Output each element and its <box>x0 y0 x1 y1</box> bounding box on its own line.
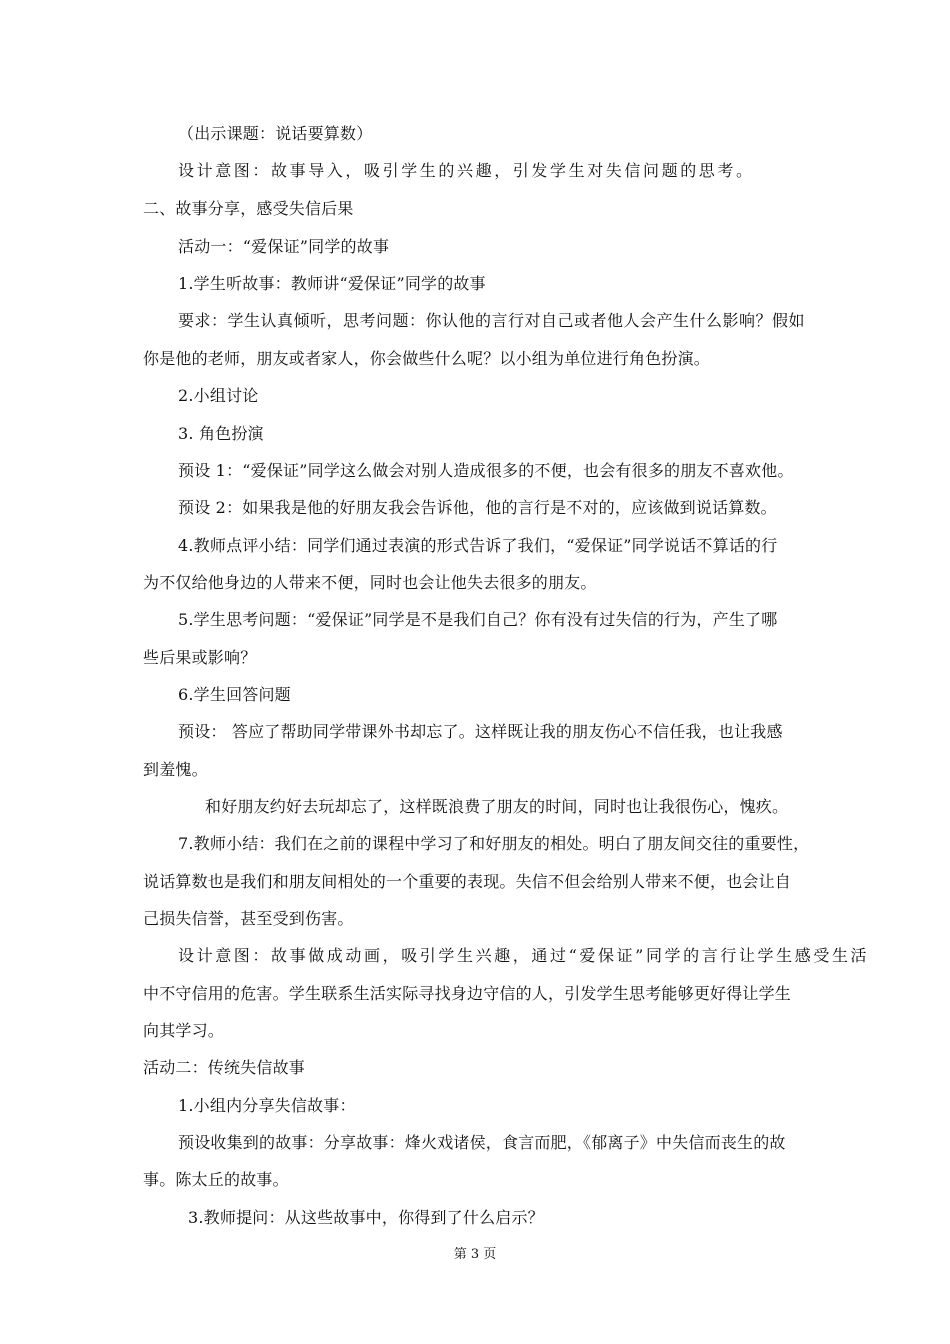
text-line: 些后果或影响？ <box>143 648 257 667</box>
text-line: 事。陈太丘的故事。 <box>143 1170 289 1189</box>
section-heading: 二、故事分享，感受失信后果 <box>143 199 354 218</box>
text-line: 3. 角色扮演 <box>178 424 264 443</box>
text-line: 预设 1：“爱保证”同学这么做会对别人造成很多的不便，也会有很多的朋友不喜欢他。 <box>178 461 794 480</box>
text-line: 要求：学生认真倾听，思考问题：你认他的言行对自己或者他人会产生什么影响？假如 <box>178 311 806 330</box>
text-line: 到羞愧。 <box>143 760 208 779</box>
text-line: 己损失信誉，甚至受到伤害。 <box>143 909 354 928</box>
activity-heading: 活动二：传统失信故事 <box>143 1058 306 1077</box>
text-line: 设计意图：故事导入，吸引学生的兴趣，引发学生对失信问题的思考。 <box>178 161 755 180</box>
text-line: 你是他的老师，朋友或者家人，你会做些什么呢？以小组为单位进行角色扮演。 <box>143 349 711 368</box>
text-line: 4.教师点评小结：同学们通过表演的形式告诉了我们，“爱保证”同学说话不算话的行 <box>178 536 778 555</box>
text-line: 预设 2：如果我是他的好朋友我会告诉他，他的言行是不对的，应该做到说话算数。 <box>178 498 777 517</box>
text-line: 1.小组内分享失信故事： <box>178 1096 356 1115</box>
text-line: 2.小组讨论 <box>178 386 259 405</box>
activity-heading: 活动一：“爱保证”同学的故事 <box>178 237 390 256</box>
page-number: 第 3 页 <box>453 1247 497 1262</box>
text-line: 和好朋友约好去玩却忘了，这样既浪费了朋友的时间，同时也让我很伤心，愧疚。 <box>205 797 789 816</box>
text-line: 说话算数也是我们和朋友间相处的一个重要的表现。失信不但会给别人带来不便，也会让自 <box>143 872 792 891</box>
text-line: 1.学生听故事：教师讲“爱保证”同学的故事 <box>178 274 486 293</box>
text-line: （出示课题：说话要算数） <box>178 124 373 143</box>
text-line: 向其学习。 <box>143 1021 225 1040</box>
text-line: 中不守信用的危害。学生联系生活实际寻找身边守信的人，引发学生思考能够更好得让学生 <box>143 984 792 1003</box>
text-line: 预设收集到的故事：分享故事：烽火戏诸侯，食言而肥，《郁离子》中失信而丧生的故 <box>178 1133 786 1152</box>
text-line: 为不仅给他身边的人带来不便，同时也会让他失去很多的朋友。 <box>143 573 597 592</box>
text-line: 5.学生思考问题：“爱保证”同学是不是我们自己？你有没有过失信的行为，产生了哪 <box>178 610 778 629</box>
text-line: 3.教师提问：从这些故事中，你得到了什么启示？ <box>188 1208 544 1227</box>
text-line: 预设： 答应了帮助同学带课外书却忘了。这样既让我的朋友伤心不信任我，也让我感 <box>178 722 783 741</box>
text-line: 设计意图：故事做成动画，吸引学生兴趣，通过“爱保证”同学的言行让学生感受生活 <box>178 946 870 965</box>
text-line: 6.学生回答问题 <box>178 685 291 704</box>
text-line: 7.教师小结：我们在之前的课程中学习了和好朋友的相处。明白了朋友间交往的重要性， <box>178 834 810 853</box>
